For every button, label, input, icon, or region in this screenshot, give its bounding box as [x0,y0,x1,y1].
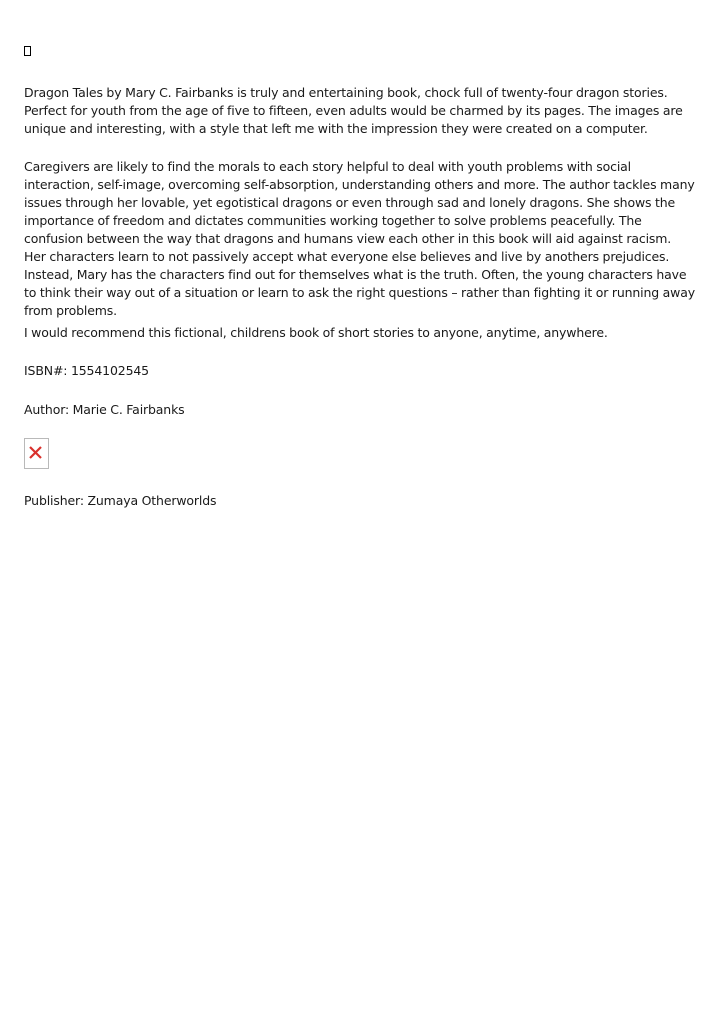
close-x-icon [28,445,43,460]
review-paragraph-1 [24,84,696,138]
review-paragraph-1-text-b: full of twenty-four dragon stories. Perfect for youth from the age of five to fifteen, even adults would be charmed by its pages. The images are unique and interesting, with a style that left me with the impression they were created on a computer. [24,85,683,136]
review-paragraph-2: Caregivers are likely to find the morals to each story helpful to deal with youth problems with social interaction, self-image, overcoming self-absorption, understanding others and more. The author tackles many issues through her lovable, yet egotistical dragons or even through sad and lonely dragons. She shows the importance of freedom and dictates communities working together to solve problems peacefully. The confusion between the way that dragons and humans view each other in this book will aid against racism. Her characters learn to not passively accept what everyone else believes and live by anothers prejudices. Instead, Mary has the characters find out for themselves what is the truth. Often, the young characters have to think their way out of a situation or learn to ask the right questions – rather than fighting it or running away from problems. [24,159,695,318]
publisher-line: Publisher: Zumaya Otherworlds [24,493,217,508]
review-paragraph-1-text-a: Dragon Tales by Mary C. Fairbanks is truly and entertaining book, chock [24,85,464,100]
author-line: Author: Marie C. Fairbanks [24,402,185,417]
isbn-line: ISBN#: 1554102545 [24,363,149,378]
broken-image-icon [24,438,49,469]
missing-glyph-icon [24,46,31,56]
recommendation-paragraph: I would recommend this fictional, childrens book of short stories to anyone, anytime, anywhere. [24,325,608,340]
